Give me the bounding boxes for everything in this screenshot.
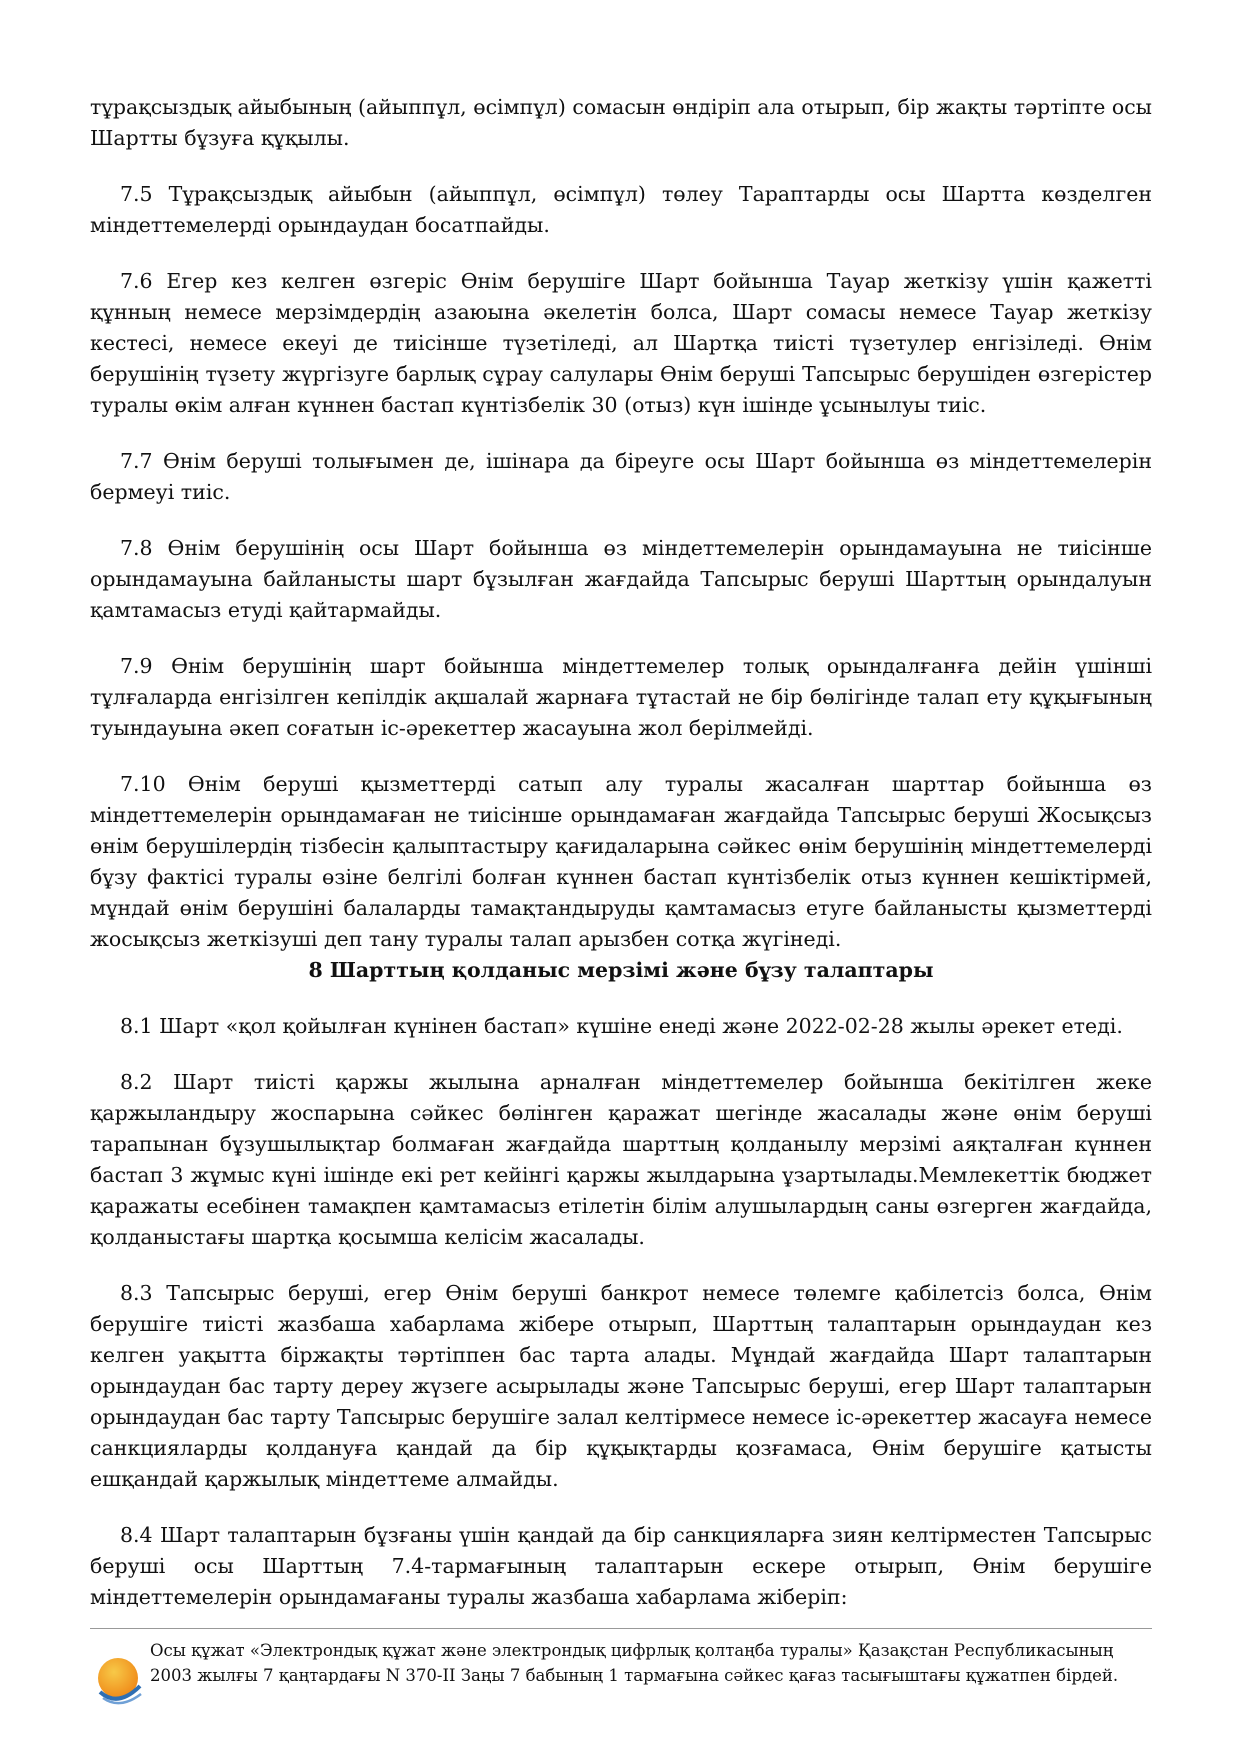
clause-7-6: 7.6 Егер кез келген өзгеріс Өнім берушіге Шарт бойынша Тауар жеткізу үшін қажетті құнның немесе мерзімдердің азаюына әкелетін болса, Шарт сомасы немесе Тауар жеткізу кестесі, немесе екеуі де тиісінше түзетіледі, ал Шартқа тиісті түзетулер енгізіледі. Өнім берушінің түзету жүргізуге барлық сұрау салулары Өнім беруші Тапсырыс берушіден өзгерістер туралы өкім алған күннен бастап күнтізбелік 30 (отыз) күн ішінде ұсынылуы тиіс. (90, 269, 1152, 417)
footer (90, 1638, 1152, 1718)
footer-legal-note: Осы құжат «Электрондық құжат және электрондық цифрлық қолтаңба туралы» Қазақстан Республикасының 2003 жылғы 7 қаңтардағы N 370-II Заңы 7 бабының 1 тармағына сәйкес қағаз тасығыштағы құжатпен бірдей. (150, 1641, 1119, 1685)
clause-8-1: 8.1 Шарт «қол қойылған күнінен бастап» күшіне енеді және 2022-02-28 жылы әрекет етеді. (120, 1014, 1123, 1038)
clause-7-8: 7.8 Өнім берушінің осы Шарт бойынша өз міндеттемелерін орындамауына не тиісінше орындамауына байланысты шарт бұзылған жағдайда Тапсырыс беруші Шарттың орындалуын қамтамасыз етуді қайтармайды. (90, 536, 1152, 622)
clause-7-9: 7.9 Өнім берушінің шарт бойынша міндеттемелер толық орындалғанға дейін үшінші тұлғаларда енгізілген кепілдік ақшалай жарнаға тұтастай не бір бөлігінде талап ету құқығының туындауына әкеп соғатын іс-әрекеттер жасауына жол берілмейді. (90, 654, 1152, 740)
clause-8-2: 8.2 Шарт тиісті қаржы жылына арналған міндеттемелер бойынша бекітілген жеке қаржыландыру жоспарына сәйкес бөлінген қаражат шегінде жасалады және өнім беруші тарапынан бұзушылықтар болмаған жағдайда шарттың қолданылу мерзімі аяқталған күннен бастап 3 жұмыс күні ішінде екі рет кейінгі қаржы жылдарына ұзартылады.Мемлекеттік бюджет қаражаты есебінен тамақпен қамтамасыз етілетін білім алушылардың саны өзгерген жағдайда, қолданыстағы шартқа қосымша келісім жасалады. (90, 1070, 1152, 1249)
clause-7-5: 7.5 Тұрақсыздық айыбын (айыппұл, өсімпұл) төлеу Тараптарды осы Шартта көзделген міндеттемелерді орындаудан босатпайды. (90, 182, 1152, 237)
clause-8-4: 8.4 Шарт талаптарын бұзғаны үшін қандай да бір санкцияларға зиян келтірместен Тапсырыс беруші осы Шарттың 7.4-тармағының талаптарын ескере отырып, Өнім берушіге міндеттемелерін орындамағаны туралы жазбаша хабарлама жіберіп: (90, 1523, 1152, 1609)
section-heading: 8 Шарттың қолданыс мерзімі және бұзу талаптары (308, 958, 934, 982)
clause-7-7: 7.7 Өнім беруші толығымен де, ішінара да біреуге осы Шарт бойынша өз міндеттемелерін бермеуі тиіс. (90, 449, 1152, 504)
paragraph-continuation: тұрақсыздық айыбының (айыппұл, өсімпұл) сомасын өндіріп ала отырып, бір жақты тәртіпте осы Шартты бұзуға құқылы. (90, 95, 1152, 150)
document-body (90, 92, 1152, 1613)
clause-8-3: 8.3 Тапсырыс беруші, егер Өнім беруші банкрот немесе төлемге қабілетсіз болса, Өнім берушіге тиісті жазбаша хабарлама жібере отырып, Шарттың талаптарын орындаудан кез келген уақытта біржақты тәртіппен бас тарта алады. Мұндай жағдайда Шарт талаптарын орындаудан бас тарту дереу жүзеге асырылады және Тапсырыс беруші, егер Шарт талаптарын орындаудан бас тарту Тапсырыс берушіге залал келтірмесе немесе іс-әрекеттер жасауға немесе санкцияларды қолдануға қандай да бір құқықтарды қозғамаса, Өнім берушіге қатысты ешқандай қаржылық міндеттеме алмайды. (90, 1281, 1152, 1491)
clause-7-10: 7.10 Өнім беруші қызметтерді сатып алу туралы жасалған шарттар бойынша өз міндеттемелерін орындамаған не тиісінше орындамаған жағдайда Тапсырыс беруші Жосықсыз өнім берушілердің тізбесін қалыптастыру қағидаларына сәйкес өнім берушінің міндеттемелерді бұзу фактісі туралы өзіне белгілі болған күннен бастап күнтізбелік отыз күннен кешіктірмей, мұндай өнім берушіні балаларды тамақтандыруды қамтамасыз етуге байланысты қызметтерді жосықсыз жеткізуші деп тану туралы талап арызбен сотқа жүгінеді. (90, 772, 1152, 951)
egov-sun-logo-icon (94, 1656, 144, 1706)
footer-divider (90, 1628, 1152, 1629)
